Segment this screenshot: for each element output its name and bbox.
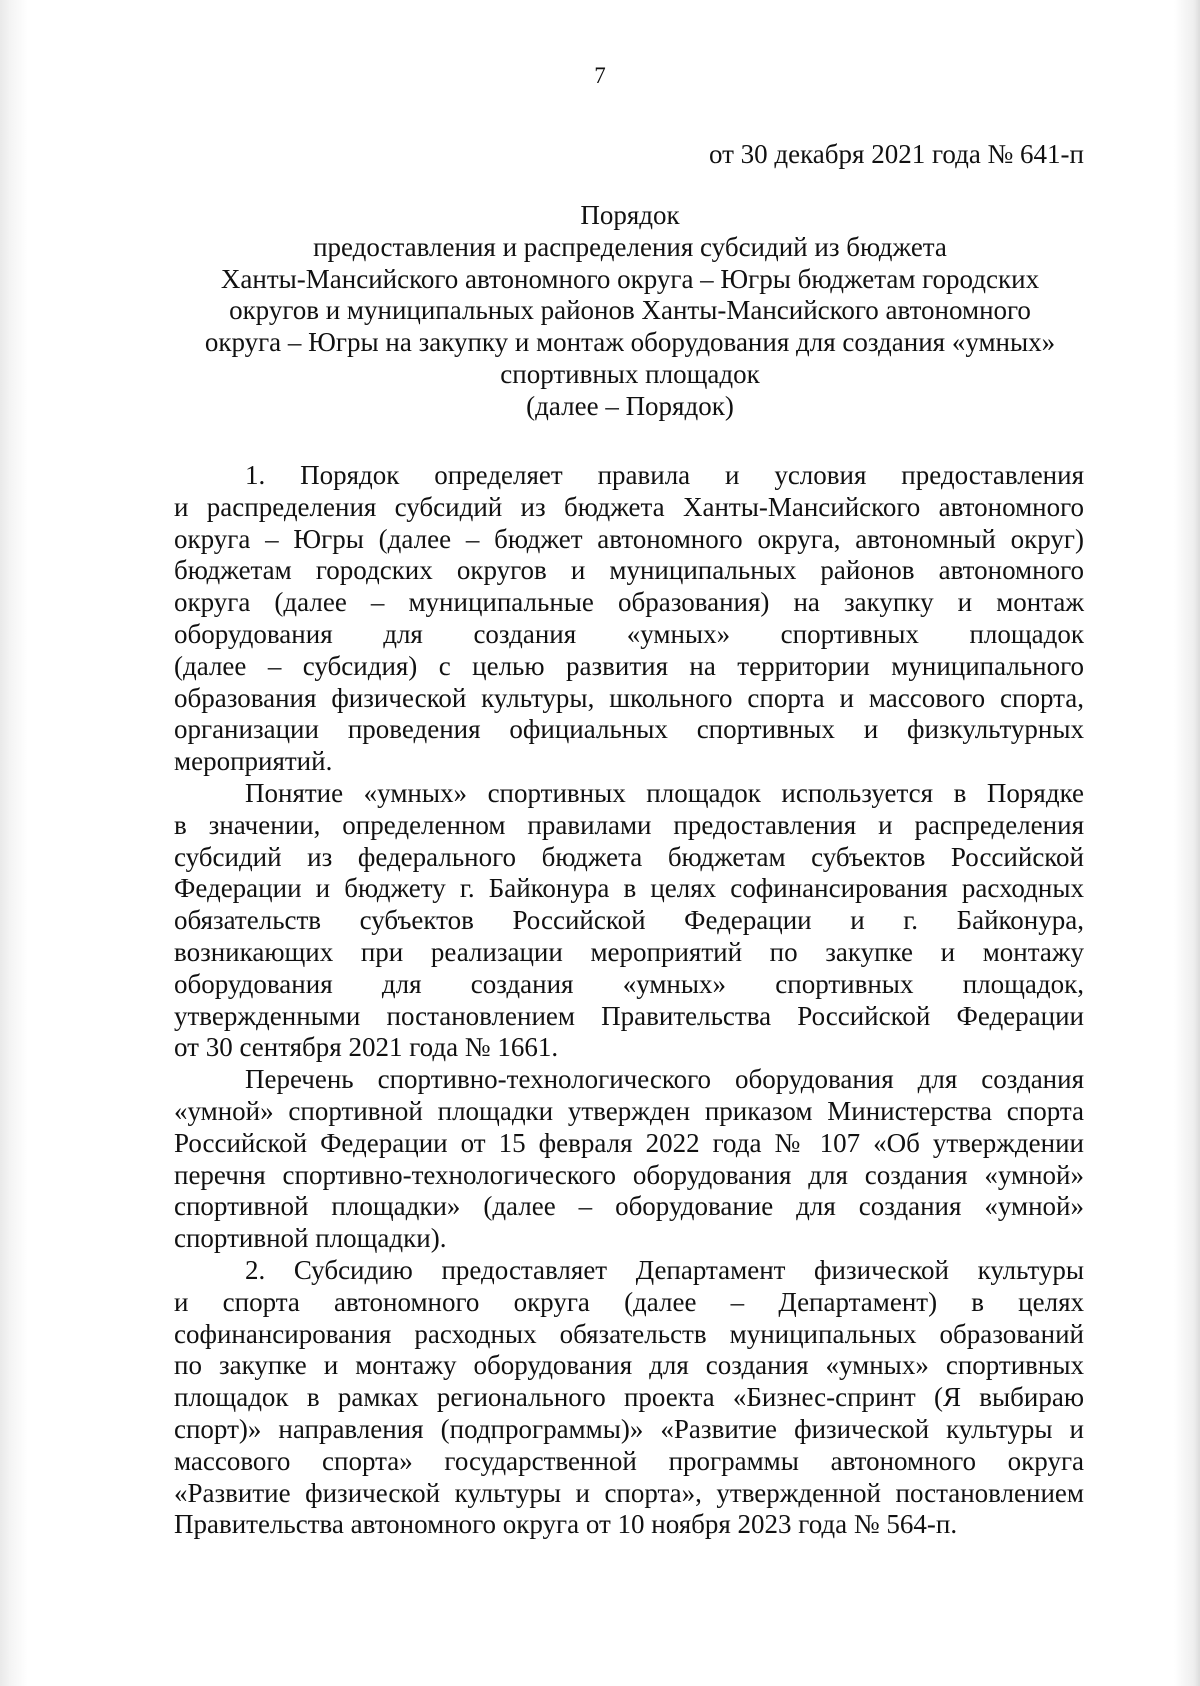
title-line: предоставления и распределения субсидий из бюджета <box>313 231 947 262</box>
text-line: спортивной площадки» (далее – оборудование для создания «умной» <box>174 1191 1084 1222</box>
document-body <box>174 460 1084 1541</box>
text-line: спортивной площадки). <box>174 1223 447 1254</box>
text-line: субсидий из федерального бюджета бюджетам субъектов Российской <box>174 841 1084 872</box>
title-line: Ханты-Мансийского автономного округа – Югры бюджетам городских <box>220 263 1040 294</box>
title-line: спортивных площадок <box>500 358 760 389</box>
text-line: обязательств субъектов Российской Федерации и г. Байконура, <box>174 905 1084 936</box>
text-line: 1. Порядок определяет правила и условия предоставления <box>245 460 1084 490</box>
title-line: Порядок <box>580 200 680 230</box>
text-line: Правительства автономного округа от 10 ноября 2023 года № 564-п. <box>174 1509 958 1540</box>
text-line: в значении, определенном правилами предоставления и распределения <box>174 809 1084 840</box>
text-line: организации проведения официальных спортивных и физкультурных <box>174 714 1084 745</box>
title-line: (далее – Порядок) <box>526 390 734 421</box>
text-line: Российской Федерации от 15 февраля 2022 года № 107 «Об утверждении <box>174 1127 1084 1158</box>
text-line: спорт)» направления (подпрограммы)» «Развитие физической культуры и <box>174 1413 1084 1444</box>
text-line: «Развитие физической культуры и спорта», утвержденной постановлением <box>174 1477 1084 1508</box>
text-line: перечня спортивно-технологического оборудования для создания «умной» <box>174 1159 1084 1190</box>
text-line: (далее – субсидия) с целью развития на территории муниципального <box>174 650 1084 681</box>
text-line: площадок в рамках регионального проекта «Бизнес-спринт (Я выбираю <box>174 1382 1084 1413</box>
text-line: и спорта автономного округа (далее – Департамент) в целях <box>174 1286 1084 1317</box>
text-line: Перечень спортивно-технологического оборудования для создания <box>245 1064 1084 1095</box>
text-line: утвержденными постановлением Правительства Российской Федерации <box>174 1000 1084 1031</box>
paragraph-4 <box>174 1255 1084 1541</box>
paragraph-1 <box>174 460 1084 778</box>
text-line: бюджетам городских округов и муниципальных районов автономного <box>174 555 1084 586</box>
paragraph-2 <box>174 778 1084 1064</box>
text-line: округа (далее – муниципальные образования) на закупку и монтаж <box>174 587 1084 618</box>
text-line: образования физической культуры, школьного спорта и массового спорта, <box>174 682 1084 713</box>
text-line: оборудования для создания «умных» спортивных площадок <box>174 618 1084 649</box>
text-line: мероприятий. <box>174 746 333 777</box>
page-number: 7 <box>594 63 606 88</box>
text-line: «умной» спортивной площадки утвержден приказом Министерства спорта <box>174 1095 1084 1126</box>
scan-left-edge <box>0 0 28 1686</box>
text-line: по закупке и монтажу оборудования для создания «умных» спортивных <box>174 1350 1084 1381</box>
text-line: от 30 сентября 2021 года № 1661. <box>174 1032 559 1063</box>
text-line: массового спорта» государственной программы автономного округа <box>174 1445 1084 1476</box>
title-line: округа – Югры на закупку и монтаж оборудования для создания «умных» <box>204 327 1056 358</box>
text-line: 2. Субсидию предоставляет Департамент физической культуры <box>245 1254 1084 1285</box>
document-title <box>150 200 1110 423</box>
scan-right-edge <box>1174 0 1200 1686</box>
text-line: Федерации и бюджету г. Байконура в целях софинансирования расходных <box>174 873 1084 904</box>
text-line: округа – Югры (далее – бюджет автономного округа, автономный округ) <box>174 523 1084 554</box>
text-line: и распределения субсидий из бюджета Ханты-Мансийского автономного <box>174 491 1084 522</box>
document-reference: от 30 декабря 2021 года № 641-п <box>708 139 1084 169</box>
text-line: оборудования для создания «умных» спортивных площадок, <box>174 968 1084 999</box>
title-line: округов и муниципальных районов Ханты-Мансийского автономного <box>229 295 1031 326</box>
text-line: софинансирования расходных обязательств муниципальных образований <box>174 1318 1084 1349</box>
text-line: Понятие «умных» спортивных площадок используется в Порядке <box>245 777 1084 808</box>
paragraph-3 <box>174 1064 1084 1255</box>
text-line: возникающих при реализации мероприятий по закупке и монтажу <box>174 936 1084 967</box>
